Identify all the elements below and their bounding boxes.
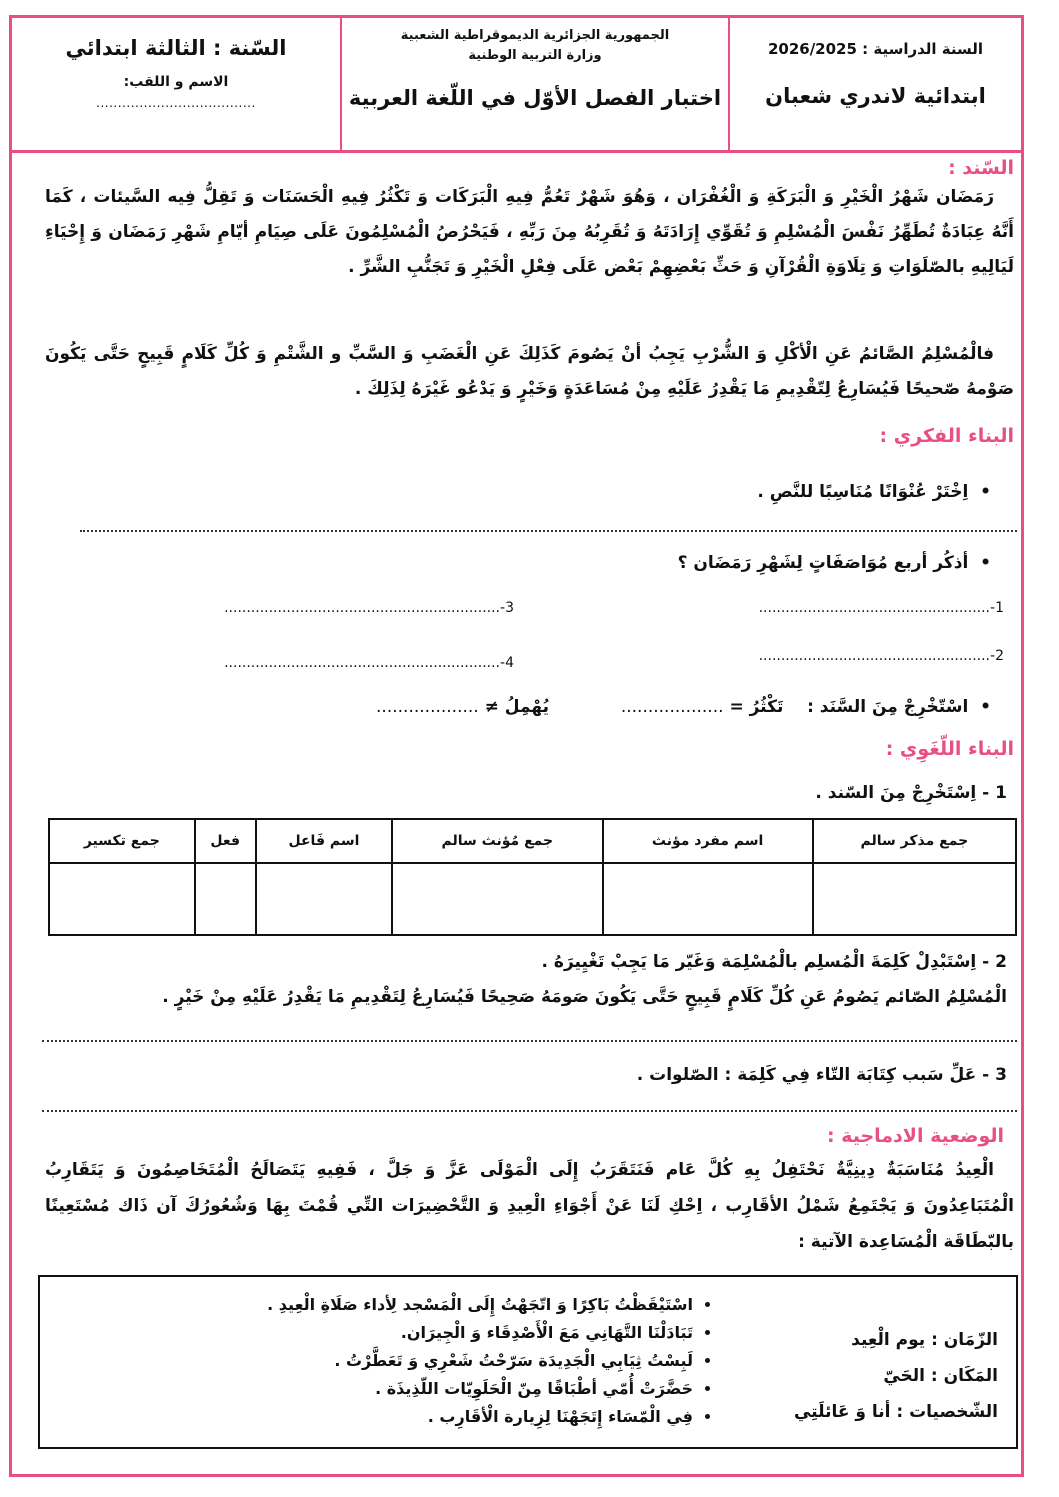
time-label: الزّمَان : يوم الْعِيد bbox=[851, 1330, 998, 1350]
language-question-2: 2 - اِسْتَبْدِلْ كَلِمَةَ الْمُسلِم بالْمُسْلِمَة وَغَيّر مَا يَجِبْ تَغْيِيرَهُ . bbox=[541, 952, 1007, 972]
name-field[interactable]: ..................................... bbox=[96, 96, 256, 110]
bullet-icon: • bbox=[968, 482, 991, 502]
answer-number: 4- bbox=[500, 655, 514, 671]
list-item: • لَبِسْتُ ثِيَابِي الْجَدِيدَة سَرّحْتُ شَعْرِي وَ تَعَطَّرْتُ . bbox=[267, 1347, 693, 1375]
answer-number: 3- bbox=[500, 600, 514, 616]
school-year: السنة الدراسية : 2026/2025 bbox=[767, 40, 984, 58]
table-cell[interactable] bbox=[256, 863, 392, 935]
integration-title: الوضعية الادماجية : bbox=[826, 1125, 1004, 1147]
table-cell[interactable] bbox=[813, 863, 1016, 935]
ministry-name: وزارة التربية الوطنية bbox=[468, 48, 602, 63]
exam-header bbox=[12, 18, 1021, 153]
list-item: • حَضَّرَتْ أُمّي أطْبَاقًا مِنّ الْحَلَوِيّات اللّذِيذَة . bbox=[267, 1375, 693, 1403]
answer-dots: .................................................... bbox=[758, 600, 991, 616]
question-four-traits bbox=[678, 553, 991, 573]
language-question-3: 3 - عَلِّ سَبب كِتَابَة التّاء فِي كَلِمَة : الصّلوات . bbox=[636, 1065, 1007, 1085]
text-paragraph-2: فالْمُسْلِمُ الصَّائمُ عَنِ الْأكْلِ وَ الشُّرْبِ يَجِبُ أنْ يَصُومَ كَذَلِكَ عَنِ الْغَضَبِ وَ السَّبِّ و الشَّتْمِ وَ كُلِّ كَلَامٍ قَبِيحٍ حَتَّى يَكُونَ صَوْمهُ صّحيحًا فَيُسَارِعُ لِتّقْدِيمِ مَا يَقْدِرُ عَلَيْهِ مِنْ مُسَاعَدَةٍ وَخَيْرٍ وَ يَدْعُو غَيْرَهُ لِذَلِكَ . bbox=[45, 344, 1014, 399]
table-cell[interactable] bbox=[49, 863, 195, 935]
comprehension-title: البناء الفكري : bbox=[879, 425, 1014, 447]
synonym-word: تَكْثُرُ = bbox=[729, 697, 784, 717]
table-row bbox=[49, 863, 1016, 935]
table-cell[interactable] bbox=[603, 863, 813, 935]
answer-dots: .................................................... bbox=[758, 648, 991, 664]
characters-label: الشّخصيات : أنا وَ عَائلَتِي bbox=[793, 1402, 998, 1422]
question-text: اسْتّخْرِجْ مِنَ السَّنَد : bbox=[807, 697, 969, 717]
answer-1[interactable] bbox=[759, 600, 1004, 616]
table-cell[interactable] bbox=[195, 863, 256, 935]
school-info-cell bbox=[728, 18, 1021, 150]
answer-3[interactable] bbox=[224, 600, 514, 616]
helper-card-info bbox=[794, 1322, 998, 1430]
language-title: البناء اللّغَوِي : bbox=[885, 738, 1014, 760]
answer-line[interactable] bbox=[80, 530, 1017, 532]
list-item: • فِي الْمّسَاء إِتَجَهْنَا لِزِيارة الْأقَارِب . bbox=[267, 1403, 693, 1431]
exam-title: اختبار الفصل الأوّل في اللّغة العربية bbox=[348, 86, 722, 110]
exam-title-cell bbox=[340, 18, 728, 150]
student-info-cell bbox=[12, 18, 340, 150]
table-header: اسم فَاعل bbox=[256, 819, 392, 863]
integration-prompt: الْعِيدُ مُنَاسَبَةٌ دِينِيَّةٌ نَحْتَفِلُ بِهِ كُلَّ عَام فَنَتَقَرَبُ إِلَى الْمَوْلَى عَزَّ وَ جَلَّ ، فَفِيهِ يَتَصَالَحُ الْمُتَخَاصِمُونَ وَ يَتَقَارِبُ الْمُتَبَاعِدُونَ وَ يَجْتَمِعُ شَمْلُ الأقَارِب ، اِحْكِ لَنَا عَنْ أَجْوَاءِ الْعِيدِ وَ التَّحْضِيرَات التِّي قُمْتَ بِهَا وَشُعُورُكَ آن ذَاك مُسْتَعِينًا بالبّطَاقَة الْمُسَاعِدة الآتية : bbox=[45, 1160, 1014, 1252]
table-cell[interactable] bbox=[392, 863, 602, 935]
language-question-2-sentence: الْمُسْلِمُ الصّائم يَصُومُ عَنِ كُلِّ كَلَامٍ قَبِيحٍ حَتَّى يَكُونَ صَومَهُ صَحِيحًا فَيُسَارِعُ لِتَقْدِيمِ مَا يَقْدِرُ عَلَيْهِ مِنْ خَيْرٍ . bbox=[162, 987, 1007, 1007]
language-question-1: 1 - اِسْتَخْرِجْ مِنَ السّند . bbox=[815, 783, 1007, 803]
helper-bullets bbox=[267, 1291, 711, 1431]
text-paragraph-1: رَمَضَان شَهْرُ الْخَيْرِ وَ الْبَرَكَةِ وَ الْغُفْرَان ، وَهُوَ شَهْرٌ تَعُمُّ فِيهِ الْبَرَكَات وَ تَكْثُرُ فِيهِ الْحَسَنَات وَ تَقِلُّ فِيه السَّيئات ، كَمَا أَنَّهُ عِبَادَةٌ تُطَهِّرُ نَفْسَ الْمُسْلِمِ وَ تُقَوِّي إِرَادَتَهُ وَ تُقَرِبُهُ مِنَ رَبِّهِ ، فَيَحْرُصُ الْمُسْلِمُونَ عَلَى صِيَامِ أيّامِ شَهْرِ رَمَضَان وَ إِحْيَاءِ لَيَالِيهِ بالصّلَوَاتِ وَ تِلَاوَةِ الْقُرْآنِ وَ حَثِّ بَعْضِهِمْ بَعْض عَلَى فِعْلِ الْخَيْرِ وَ تَجَنُّبِ الشَّرِّ . bbox=[45, 187, 1014, 277]
table-header: جمع مُؤنث سالم bbox=[392, 819, 602, 863]
table-header: جمع مذكر سالم bbox=[813, 819, 1016, 863]
question-text: أذكُر أربع مُوَاصَفَاتٍ لِشَهْرِ رَمَضَان ؟ bbox=[677, 553, 969, 573]
grade-label: السّنة : الثالثة ابتدائي bbox=[65, 36, 287, 60]
question-text: اِخْتَرْ عُنْوَانًا مُنَاسِبًا للنَّصِ . bbox=[757, 482, 969, 502]
school-name: ابتدائية لاندري شعبان bbox=[765, 84, 986, 108]
name-label: الاسم و اللقب: bbox=[123, 74, 229, 90]
list-item: • تَبَادَلْنَا التَّهَانِي مَعَ الْأَصْدِقَاء وَ الْجِيرَان. bbox=[267, 1319, 693, 1347]
text-section-title: السّند : bbox=[948, 157, 1014, 179]
antonym-answer[interactable]: ................... bbox=[376, 697, 479, 717]
answer-dots: .............................................................. bbox=[224, 655, 501, 671]
synonym-answer[interactable]: ................... bbox=[620, 697, 724, 717]
answer-number: 2- bbox=[990, 648, 1004, 664]
answer-4[interactable] bbox=[224, 655, 514, 671]
republic-name: الجمهورية الجزائرية الديموقراطية الشعبية bbox=[400, 28, 670, 43]
table-header: جمع تكسير bbox=[49, 819, 195, 863]
table-header: اسم مفرد مؤنث bbox=[603, 819, 813, 863]
answer-2[interactable] bbox=[759, 648, 1004, 664]
answer-line[interactable] bbox=[42, 1110, 1017, 1112]
place-label: المَكَان : الحَيّ bbox=[883, 1366, 998, 1386]
question-extract-synonym bbox=[376, 697, 991, 717]
helper-card bbox=[38, 1275, 1018, 1449]
answer-line[interactable] bbox=[42, 1040, 1017, 1042]
table-header: فعل bbox=[195, 819, 256, 863]
antonym-word: يُهْمِلُ ≠ bbox=[484, 697, 549, 717]
question-choose-title bbox=[757, 482, 991, 502]
bullet-icon: • bbox=[968, 697, 991, 717]
bullet-icon: • bbox=[968, 553, 991, 573]
list-item: • اسْتَيْقَظْتُ بَاكِرًا وَ اتّجَهْتُ إِلَى الْمَسْجد لِأداء صَلَاةِ الْعِيدِ . bbox=[267, 1291, 693, 1319]
answer-dots: .............................................................. bbox=[224, 600, 501, 616]
extract-table bbox=[48, 818, 1017, 936]
table-header-row bbox=[49, 819, 1016, 863]
answer-number: 1- bbox=[990, 600, 1004, 616]
